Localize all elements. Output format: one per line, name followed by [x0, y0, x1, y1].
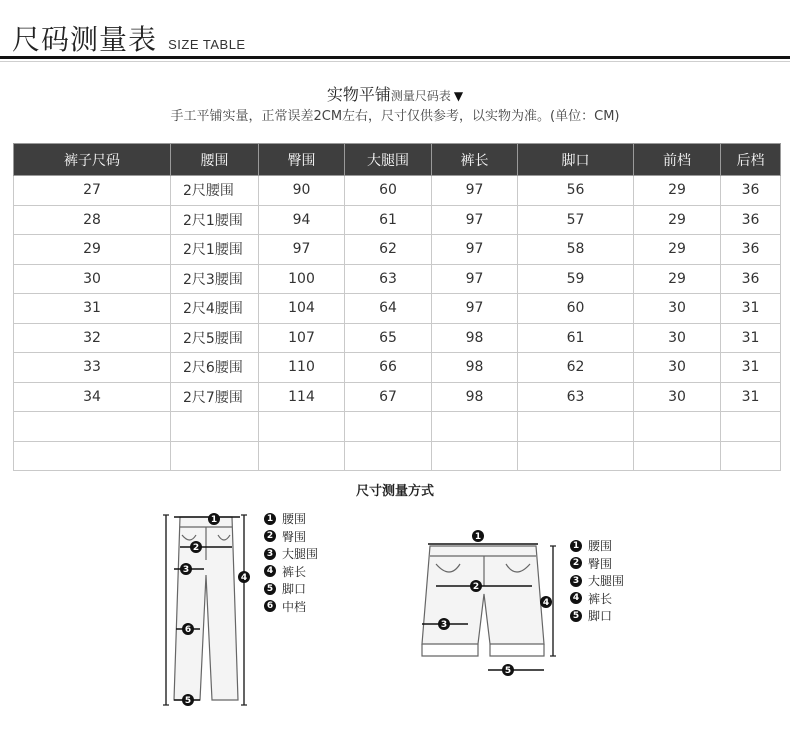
table-cell: 36 [721, 176, 781, 206]
diagram-marker-icon [438, 618, 450, 630]
table-cell: 63 [518, 382, 634, 412]
table-row [14, 353, 781, 383]
table-cell: 61 [518, 323, 634, 353]
table-cell: 97 [432, 205, 518, 235]
table-row [14, 382, 781, 412]
number-badge-icon: 5 [570, 610, 582, 622]
header-cell: 裤长 [432, 144, 518, 176]
legend-label: 大腿围 [588, 574, 625, 589]
table-cell: 60 [518, 294, 634, 324]
pants-diagram [160, 505, 260, 715]
table-cell: 66 [345, 353, 432, 383]
table-cell: 36 [721, 235, 781, 265]
table-cell [432, 412, 518, 442]
table-cell: 2尺5腰围 [171, 323, 259, 353]
table-cell: 30 [14, 264, 171, 294]
pants-legend [264, 510, 318, 615]
table-cell [721, 441, 781, 471]
header-cell: 大腿围 [345, 144, 432, 176]
table-cell: 62 [518, 353, 634, 383]
number-badge-icon: 2 [264, 530, 276, 542]
table-cell: 67 [345, 382, 432, 412]
table-cell: 28 [14, 205, 171, 235]
table-cell: 97 [432, 176, 518, 206]
number-badge-icon: 5 [264, 583, 276, 595]
table-row [14, 294, 781, 324]
table-cell: 114 [259, 382, 345, 412]
legend-item [264, 545, 318, 563]
legend-item [570, 537, 624, 555]
table-cell: 2尺1腰围 [171, 205, 259, 235]
table-cell: 2尺7腰围 [171, 382, 259, 412]
table-cell: 29 [634, 176, 721, 206]
header-cell: 前档 [634, 144, 721, 176]
table-cell: 56 [518, 176, 634, 206]
table-header-row [14, 144, 781, 176]
legend-item [264, 563, 318, 581]
diagram-marker-icon [502, 664, 514, 676]
measure-title: 尺寸测量方式 [355, 484, 434, 499]
table-cell: 32 [14, 323, 171, 353]
table-cell: 94 [259, 205, 345, 235]
page-title: 尺码测量表 [12, 23, 158, 56]
diagram-marker-label: 1 [210, 515, 218, 525]
table-cell: 110 [259, 353, 345, 383]
table-row [14, 441, 781, 471]
table-cell: 104 [259, 294, 345, 324]
table-cell [634, 441, 721, 471]
diagram-marker-icon [540, 596, 552, 608]
legend-label: 裤长 [282, 564, 307, 579]
table-cell: 63 [345, 264, 432, 294]
legend-item [264, 598, 318, 616]
header-cell: 脚口 [518, 144, 634, 176]
shorts-diagram [408, 524, 568, 684]
table-cell: 65 [345, 323, 432, 353]
diagram-marker-label: 3 [440, 620, 448, 630]
diagram-marker-icon [470, 580, 482, 592]
table-cell: 31 [721, 294, 781, 324]
table-cell: 33 [14, 353, 171, 383]
table-cell: 29 [634, 235, 721, 265]
table-cell: 31 [721, 353, 781, 383]
table-cell: 97 [432, 235, 518, 265]
table-cell: 30 [634, 382, 721, 412]
table-heading-main: 实物平铺 [326, 85, 391, 104]
table-heading [0, 82, 790, 105]
table-row [14, 264, 781, 294]
legend-label: 中档 [282, 599, 307, 614]
table-cell: 98 [432, 382, 518, 412]
legend-label: 臀围 [282, 529, 307, 544]
table-heading-small: 测量尺码表 [390, 89, 451, 103]
number-badge-icon: 2 [570, 557, 582, 569]
table-cell [634, 412, 721, 442]
table-cell: 31 [14, 294, 171, 324]
diagram-marker-icon [238, 571, 250, 583]
table-cell: 27 [14, 176, 171, 206]
table-row [14, 323, 781, 353]
header-cell: 臀围 [259, 144, 345, 176]
header-cell: 腰围 [171, 144, 259, 176]
table-cell: 30 [634, 294, 721, 324]
legend-label: 臀围 [588, 556, 613, 571]
table-cell: 107 [259, 323, 345, 353]
table-cell: 29 [634, 264, 721, 294]
table-cell: 36 [721, 264, 781, 294]
legend-label: 脚口 [588, 609, 613, 624]
table-cell: 2尺腰围 [171, 176, 259, 206]
legend-item [264, 510, 318, 528]
table-cell: 62 [345, 235, 432, 265]
table-cell: 29 [14, 235, 171, 265]
number-badge-icon: 4 [264, 565, 276, 577]
number-badge-icon: 4 [570, 592, 582, 604]
legend-item [570, 590, 624, 608]
table-cell: 30 [634, 323, 721, 353]
header-cell: 后档 [721, 144, 781, 176]
table-cell [259, 441, 345, 471]
size-table [13, 143, 781, 471]
measurement-note: 手工平铺实量，正常误差2CM左右，尺寸仅供参考，以实物为准。(单位：CM) [170, 109, 620, 124]
table-cell: 2尺4腰围 [171, 294, 259, 324]
table-cell [14, 412, 171, 442]
table-row [14, 235, 781, 265]
diagram-marker-label: 4 [240, 573, 248, 583]
table-cell: 2尺3腰围 [171, 264, 259, 294]
table-cell [171, 412, 259, 442]
diagram-marker-icon [182, 623, 194, 635]
legend-label: 脚口 [282, 582, 307, 597]
table-cell [432, 441, 518, 471]
header-divider [0, 56, 790, 59]
legend-label: 腰围 [588, 539, 613, 554]
table-cell: 64 [345, 294, 432, 324]
diagram-marker-icon [180, 563, 192, 575]
table-cell [345, 441, 432, 471]
table-cell: 97 [259, 235, 345, 265]
table-cell [721, 412, 781, 442]
table-cell: 90 [259, 176, 345, 206]
diagram-marker-icon [182, 694, 194, 706]
table-row [14, 412, 781, 442]
page-subtitle: SIZE TABLE [168, 37, 246, 52]
number-badge-icon: 1 [570, 540, 582, 552]
table-cell: 36 [721, 205, 781, 235]
table-cell [171, 441, 259, 471]
legend-item [264, 528, 318, 546]
table-cell [259, 412, 345, 442]
table-cell: 34 [14, 382, 171, 412]
table-cell: 31 [721, 323, 781, 353]
diagram-marker-icon [472, 530, 484, 542]
table-cell: 60 [345, 176, 432, 206]
table-cell: 59 [518, 264, 634, 294]
number-badge-icon: 3 [570, 575, 582, 587]
diagram-marker-label: 3 [182, 565, 190, 575]
number-badge-icon: 6 [264, 600, 276, 612]
diagram-marker-label: 5 [504, 666, 512, 676]
diagram-marker-label: 5 [184, 696, 192, 706]
diagram-marker-label: 2 [192, 543, 200, 553]
legend-label: 大腿围 [282, 547, 319, 562]
table-cell [518, 412, 634, 442]
legend-item [570, 607, 624, 625]
number-badge-icon: 1 [264, 513, 276, 525]
table-cell [14, 441, 171, 471]
table-cell: 98 [432, 323, 518, 353]
legend-label: 腰围 [282, 512, 307, 527]
table-row [14, 205, 781, 235]
table-cell: 2尺6腰围 [171, 353, 259, 383]
table-cell: 61 [345, 205, 432, 235]
table-cell: 100 [259, 264, 345, 294]
table-cell: 29 [634, 205, 721, 235]
table-cell [518, 441, 634, 471]
header-divider-thin [0, 61, 790, 62]
header-cell: 裤子尺码 [14, 144, 171, 176]
diagram-marker-label: 6 [184, 625, 192, 635]
diagram-marker-label: 4 [542, 598, 550, 608]
table-cell: 57 [518, 205, 634, 235]
header [12, 18, 246, 58]
table-cell: 31 [721, 382, 781, 412]
legend-item [570, 572, 624, 590]
table-cell: 98 [432, 353, 518, 383]
table-cell: 2尺1腰围 [171, 235, 259, 265]
diagram-marker-label: 2 [472, 582, 480, 592]
diagram-marker-icon [190, 541, 202, 553]
legend-item [264, 580, 318, 598]
table-cell: 58 [518, 235, 634, 265]
table-row [14, 176, 781, 206]
legend-label: 裤长 [588, 591, 613, 606]
table-cell: 30 [634, 353, 721, 383]
diagram-marker-icon [208, 513, 220, 525]
table-cell: 97 [432, 294, 518, 324]
down-arrow-icon: ▼ [453, 89, 464, 103]
table-cell [345, 412, 432, 442]
legend-item [570, 555, 624, 573]
number-badge-icon: 3 [264, 548, 276, 560]
shorts-legend [570, 537, 624, 625]
table-cell: 97 [432, 264, 518, 294]
diagram-marker-label: 1 [474, 532, 482, 542]
